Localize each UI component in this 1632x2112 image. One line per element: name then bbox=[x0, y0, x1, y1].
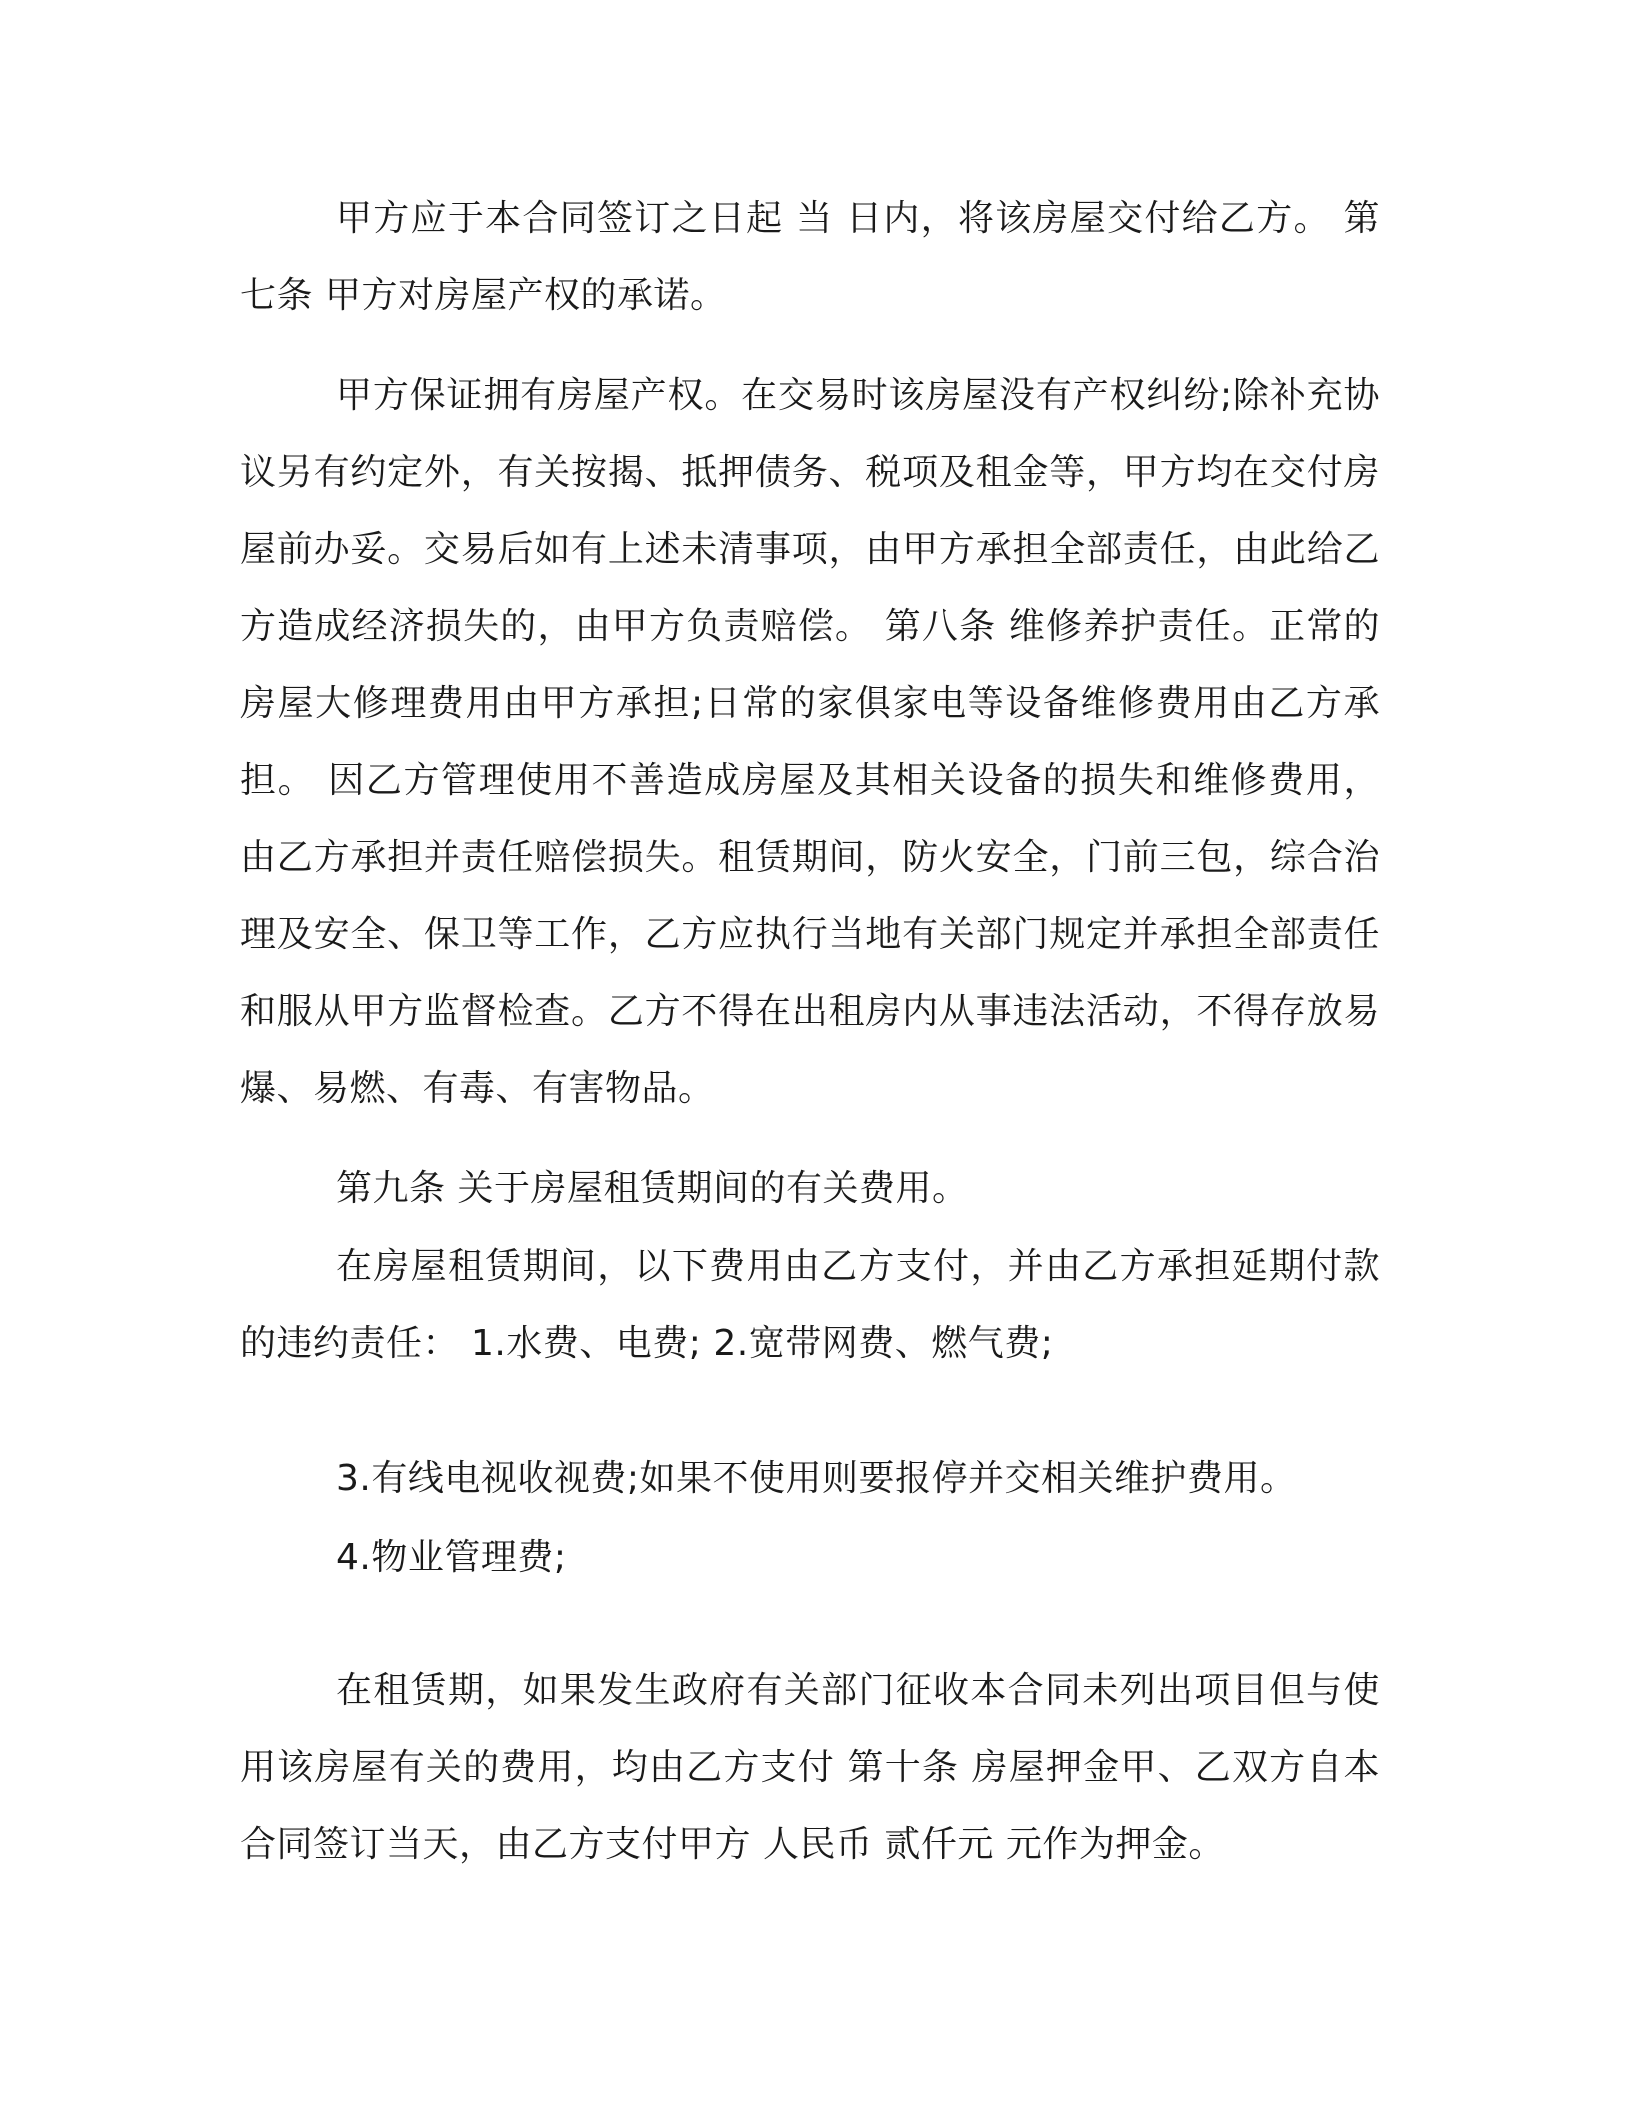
paragraph-article-nine-heading: 第九条 关于房屋租赁期间的有关费用。 bbox=[336, 1168, 969, 1209]
paragraph-cable-tv-fee: 3.有线电视收视费;如果不使用则要报停并交相关维护费用。 bbox=[336, 1458, 1297, 1499]
paragraph-property-rights-and-maintenance: 甲方保证拥有房屋产权。在交易时该房屋没有产权纠纷;除补充协议另有约定外，有关按揭、抵押债务、税项及租金等，甲方均在交付房屋前办妥。交易后如有上述未清事项，由甲方承担全部责任，由此给乙方造成经济损失的，由甲方负责赔偿。 第八条 维修养护责任。正常的房屋大修理费用由甲方承担;日常的家俱家电等设备维修费用由乙方承担。 因乙方管理使用不善造成房屋及其相关设备的损失和维修费用，由乙方承担并责任赔偿损失。租赁期间，防火安全，门前三包，综合治理及安全、保卫等工作，乙方应执行当地有关部门规定并承担全部责任和服从甲方监督检查。乙方不得在出租房内从事违法活动，不得存放易爆、易燃、有毒、有害物品。 bbox=[240, 375, 1380, 1109]
paragraph-tenant-fees: 在房屋租赁期间，以下费用由乙方支付，并由乙方承担延期付款的违约责任： 1.水费、电费; 2.宽带网费、燃气费; bbox=[240, 1246, 1380, 1364]
paragraph-property-management-fee: 4.物业管理费; bbox=[336, 1537, 567, 1578]
paragraph-delivery-clause: 甲方应于本合同签订之日起 当 日内，将该房屋交付给乙方。 第七条 甲方对房屋产权的承诺。 bbox=[240, 198, 1380, 316]
paragraph-deposit-clause: 在租赁期，如果发生政府有关部门征收本合同未列出项目但与使用该房屋有关的费用，均由乙方支付 第十条 房屋押金甲、乙双方自本合同签订当天，由乙方支付甲方 人民币 贰仟元 元作为押金。 bbox=[240, 1670, 1380, 1865]
